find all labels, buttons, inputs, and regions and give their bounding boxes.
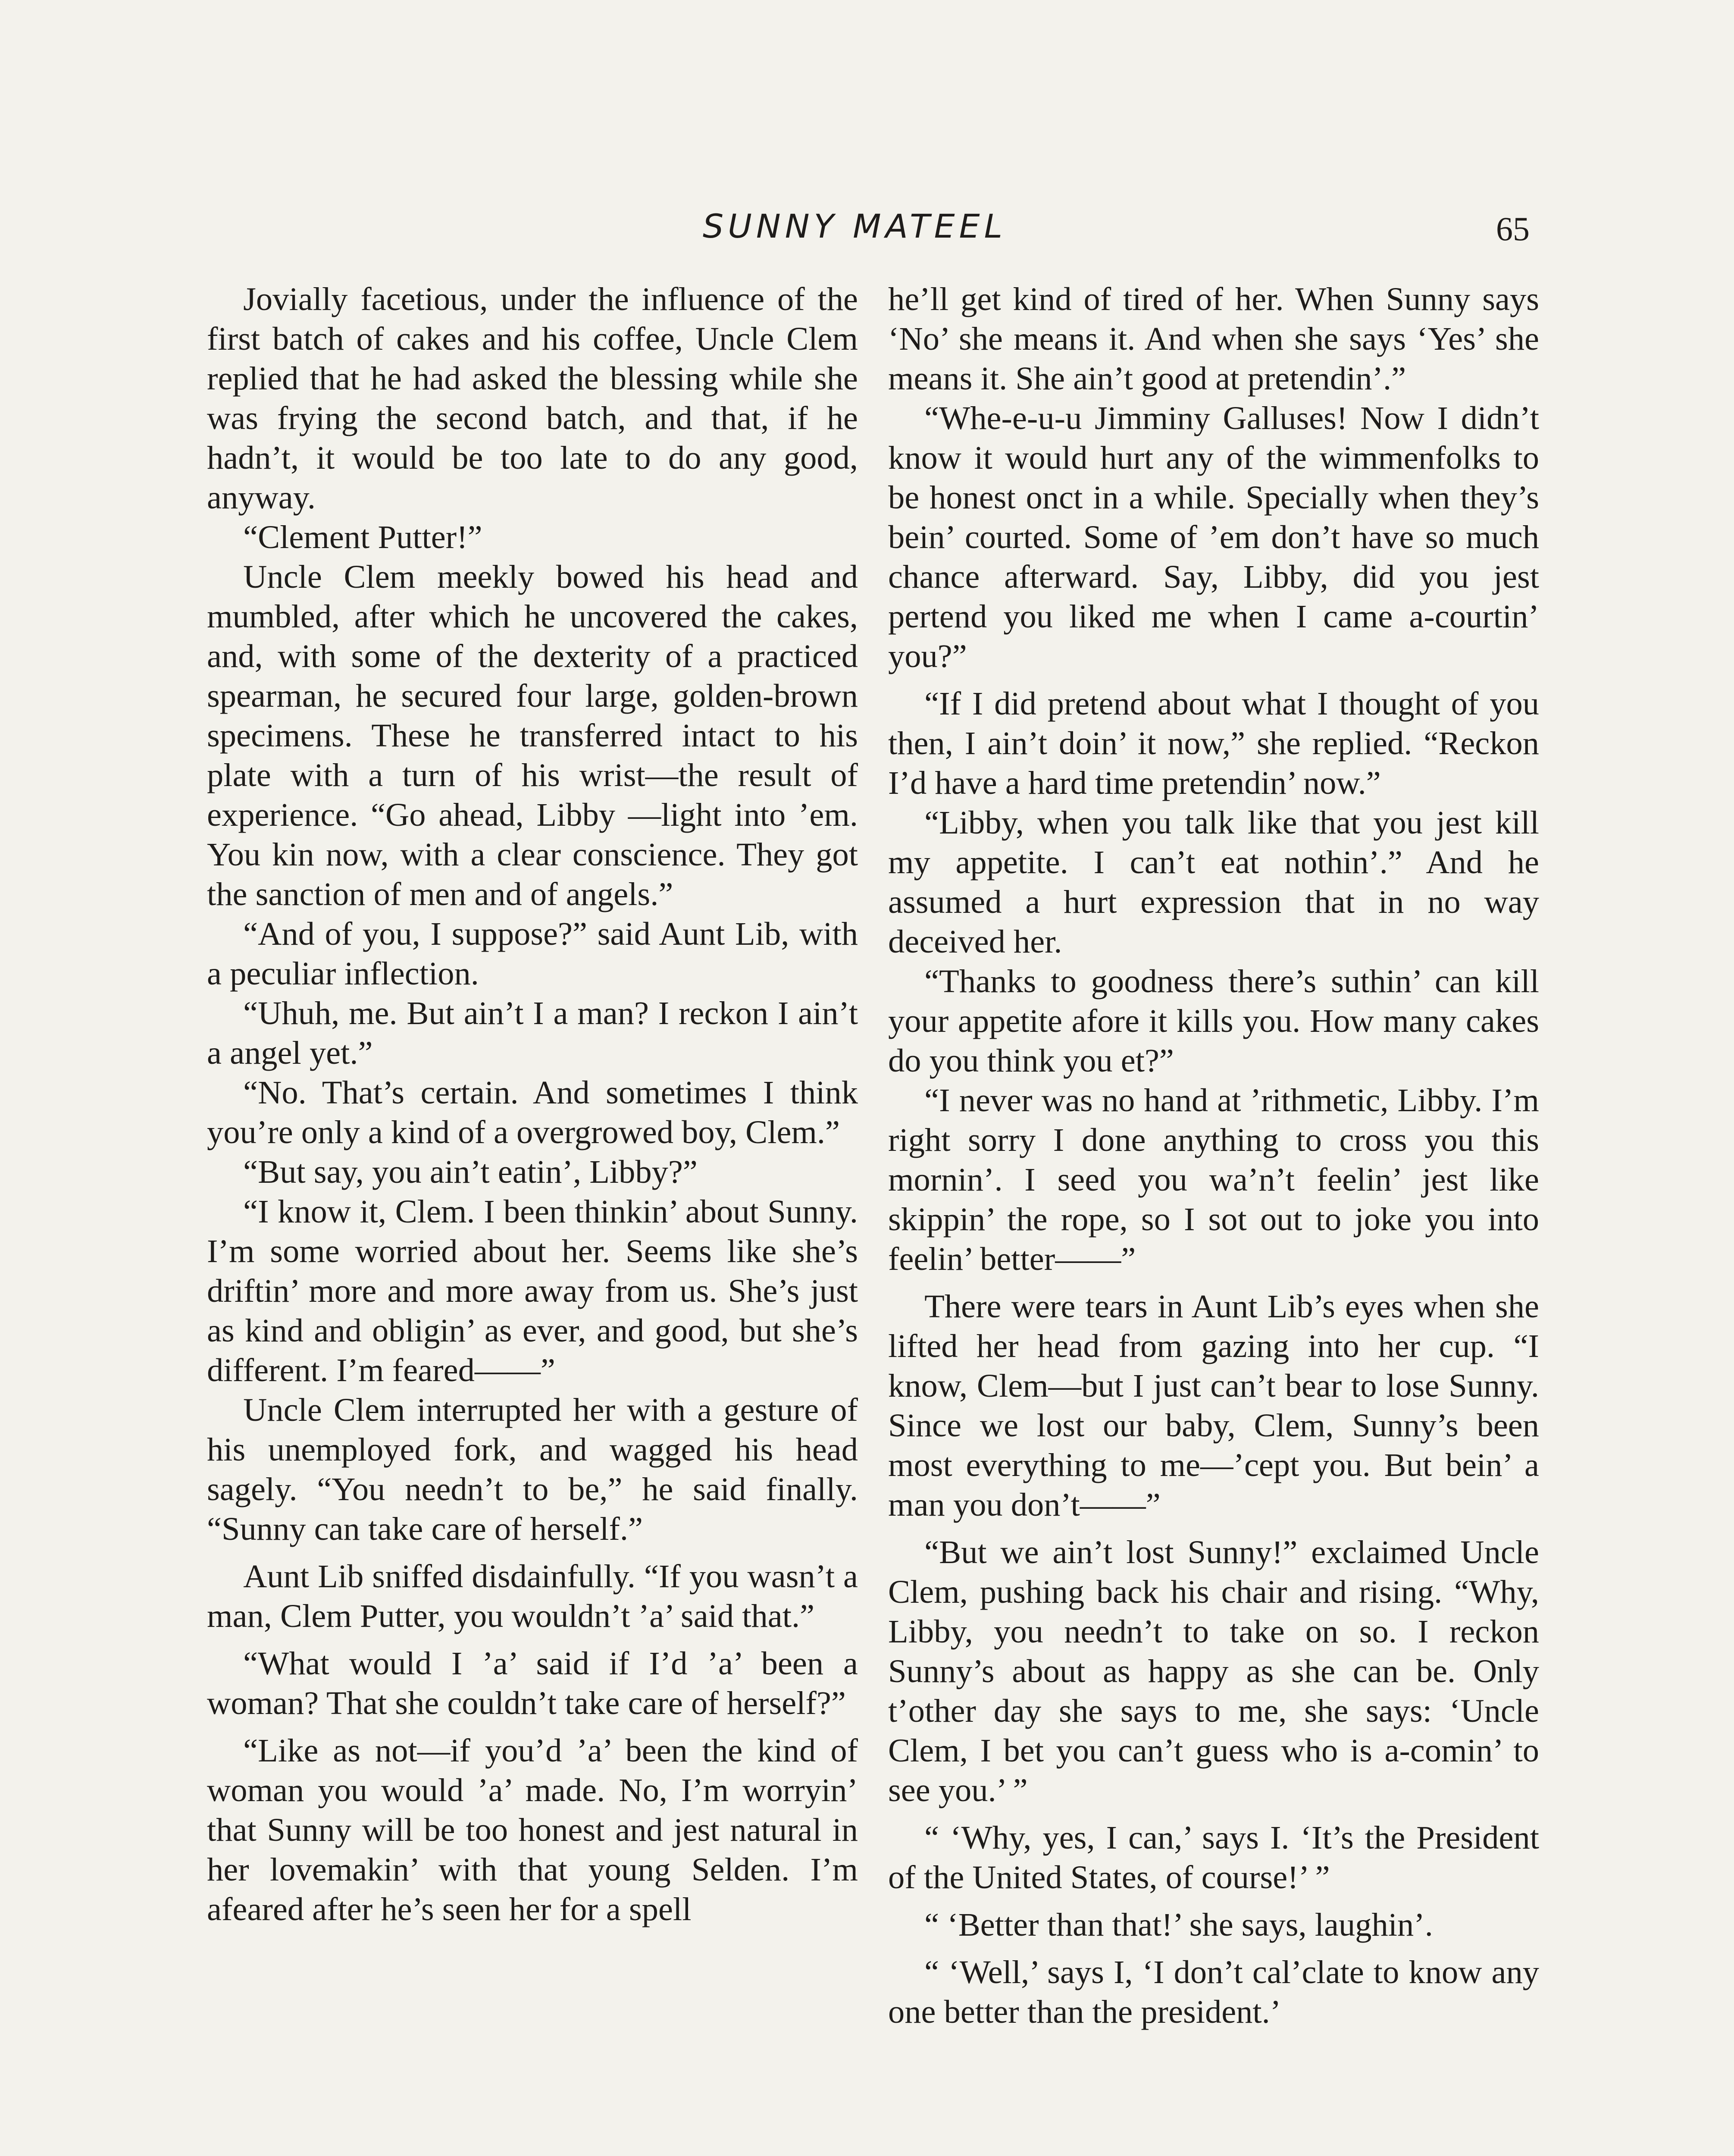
running-head (0, 207, 1734, 254)
paragraph: “And of you, I suppose?” said Aunt Lib, with a peculiar inflection. (207, 915, 858, 992)
paragraph: Aunt Lib sniffed disdainfully. “If you wasn’t a man, Clem Putter, you wouldn’t ’a’ said that.” (207, 1558, 858, 1634)
paragraph: “No. That’s certain. And sometimes I think you’re only a kind of a overgrowed boy, Clem.” (207, 1074, 858, 1150)
paragraph: “ ‘Well,’ says I, ‘I don’t cal’clate to know any one better than the president.’ (888, 1954, 1539, 2030)
paragraph: Uncle Clem interrupted her with a gesture of his unemployed fork, and wagged his head sagely. “You needn’t to be,” he said finally. “Sunny can take care of herself.” (207, 1391, 858, 1547)
paragraph: “What would I ’a’ said if I’d ’a’ been a woman? That she couldn’t take care of herself?” (207, 1645, 858, 1721)
paragraph: There were tears in Aunt Lib’s eyes when she lifted her head from gazing into her cup. “I know, Clem—but I just can’t bear to lose Sunny. Since we lost our baby, Clem, Sunny’s been most everything to me—’cept you. But bein’ a man you don’t——” (888, 1288, 1539, 1523)
paragraph: “Libby, when you talk like that you jest kill my appetite. I can’t eat nothin’.” And he assumed a hurt expression that in no way deceived her. (888, 804, 1539, 960)
paragraph: “ ‘Better than that!’ she says, laughin’. (924, 1906, 1433, 1943)
paragraph: “Thanks to goodness there’s suthin’ can kill your appetite afore it kills you. How many cakes do you think you et?” (888, 963, 1539, 1079)
running-title: SUNNY MATEEL (703, 207, 1007, 245)
paragraph: “Like as not—if you’d ’a’ been the kind of woman you would ’a’ made. No, I’m worryin’ that Sunny will be too honest and jest natural in her lovemakin’ with that young Selden. I’m afeared after he’s seen her for a spell (207, 1732, 858, 1927)
paragraph: “Clement Putter!” (243, 519, 482, 555)
paragraph: “ ‘Why, yes, I can,’ says I. ‘It’s the President of the United States, of course!’ ” (888, 1819, 1539, 1896)
paragraph: “Whe-e-u-u Jimminy Galluses! Now I didn’t know it would hurt any of the wimmenfolks to be honest onct in a while. Specially when they’s bein’ courted. Some of ’em don’t have so much chance afterward. Say, Libby, did you jest pertend you liked me when I came a-courtin’ you?” (888, 400, 1539, 674)
right-column (888, 279, 1539, 2032)
paragraph: Jovially facetious, under the influence of the first batch of cakes and his coffee, Uncle Clem replied that he had asked the blessing while she was frying the second batch, and that, if he hadn’t, it would be too late to do any good, anyway. (207, 281, 858, 516)
left-column (207, 279, 858, 1929)
paragraph: “I never was no hand at ’rithmetic, Libby. I’m right sorry I done anything to cross you this mornin’. I seed you wa’n’t feelin’ jest like skippin’ the rope, so I sot out to joke you into feelin’ better——” (888, 1082, 1539, 1277)
paragraph: Uncle Clem meekly bowed his head and mumbled, after which he uncovered the cakes, and, with some of the dexterity of a practiced spearman, he secured four large, golden-brown specimens. These he transferred intact to his plate with a turn of his wrist—the result of experience. “Go ahead, Libby —light into ’em. You kin now, with a clear conscience. They got the sanction of men and of angels.” (207, 558, 858, 912)
paragraph: “But we ain’t lost Sunny!” exclaimed Uncle Clem, pushing back his chair and rising. “Why, Libby, you needn’t to take on so. I reckon Sunny’s about as happy as she can be. Only t’other day she says to me, she says: ‘Uncle Clem, I bet you can’t guess who is a-comin’ to see you.’ ” (888, 1534, 1539, 1808)
paragraph: “But say, you ain’t eatin’, Libby?” (243, 1153, 698, 1190)
paragraph: he’ll get kind of tired of her. When Sunny says ‘No’ she means it. And when she says ‘Yes’ she means it. She ain’t good at pretendin’.” (888, 281, 1539, 397)
paragraph: “Uhuh, me. But ain’t I a man? I reckon I ain’t a angel yet.” (207, 995, 858, 1071)
paragraph: “If I did pretend about what I thought of you then, I ain’t doin’ it now,” she replied. “Reckon I’d have a hard time pretendin’ now.” (888, 685, 1539, 801)
page-number: 65 (1496, 210, 1530, 248)
paragraph: “I know it, Clem. I been thinkin’ about Sunny. I’m some worried about her. Seems like she’s driftin’ more and more away from us. She’s just as kind and obligin’ as ever, and good, but she’s different. I’m feared——” (207, 1193, 858, 1388)
